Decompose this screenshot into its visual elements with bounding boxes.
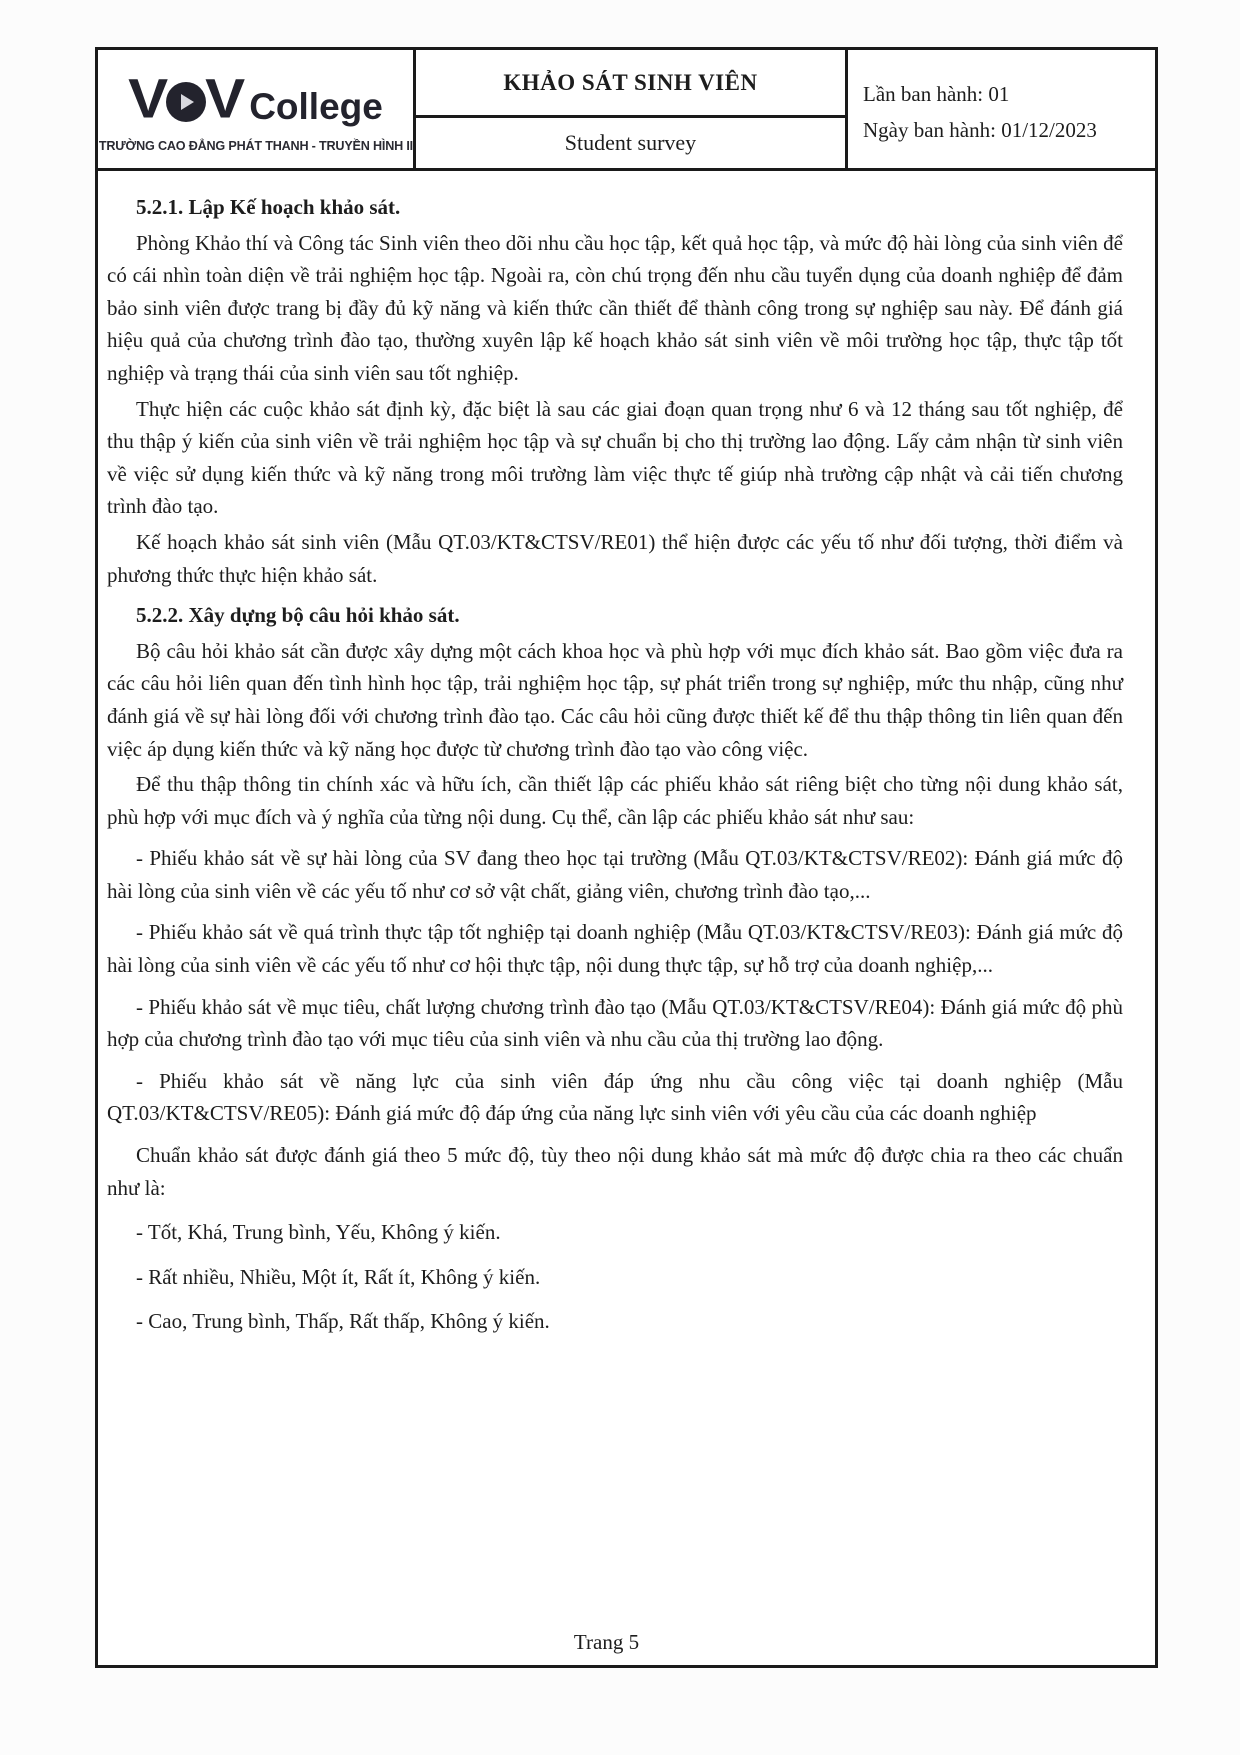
issue-date: Ngày ban hành: 01/12/2023	[863, 118, 1097, 142]
logo-college-text: College	[249, 85, 383, 127]
school-name: TRƯỜNG CAO ĐẲNG PHÁT THANH - TRUYỀN HÌNH II	[98, 138, 413, 153]
vov-logo	[128, 69, 383, 129]
scale-item: - Rất nhiều, Nhiều, Một ít, Rất ít, Không ý kiến.	[136, 1264, 541, 1289]
document-body	[98, 171, 1155, 1619]
logo	[98, 50, 416, 168]
document-header	[98, 50, 1155, 171]
paragraph: Thực hiện các cuộc khảo sát định kỳ, đặc biệt là sau các giai đoạn quan trọng như 6 và 12 tháng sau tốt nghiệp, để thu thập ý kiến của sinh viên về trải nghiệm học tập và sự chuẩn bị cho thị trường lao động. Lấy cảm nhận từ sinh viên về việc sử dụng kiến thức và kỹ năng trong môi trường làm việc thực tế giúp nhà trường cập nhật và cải tiến chương trình đào tạo.	[107, 396, 1123, 519]
play-triangle	[181, 94, 194, 110]
play-icon	[166, 82, 206, 122]
paragraph: Kế hoạch khảo sát sinh viên (Mẫu QT.03/KT&CTSV/RE01) thể hiện được các yếu tố như đối tượng, thời điểm và phương thức thực hiện khảo sát.	[107, 529, 1123, 587]
bullet-item: - Phiếu khảo sát về sự hài lòng của SV đang theo học tại trường (Mẫu QT.03/KT&CTSV/RE02): Đánh giá mức độ hài lòng của sinh viên về các yếu tố như cơ sở vật chất, giảng viên, chương trình đào tạo,...	[107, 846, 1123, 903]
section-heading: 5.2.2. Xây dựng bộ câu hỏi khảo sát.	[136, 603, 460, 628]
document-page	[95, 47, 1158, 1668]
bullet-item: - Phiếu khảo sát về mục tiêu, chất lượng chương trình đào tạo (Mẫu QT.03/KT&CTSV/RE04): Đánh giá mức độ phù hợp của chương trình đào tạo với mục tiêu của sinh viên và nhu cầu của thị trường lao động.	[107, 994, 1123, 1052]
page-number: Trang 5	[573, 1630, 640, 1654]
paragraph: Bộ câu hỏi khảo sát cần được xây dựng một cách khoa học và phù hợp với mục đích khảo sát. Bao gồm việc đưa ra các câu hỏi liên quan đến tình hình học tập, trải nghiệm học tập, sự phát triển trong sự nghiệp, mức thu nhập, cũng như đánh giá về sự hài lòng đối với chương trình đào tạo. Các câu hỏi cũng được thiết kế để thu thập thông tin liên quan đến việc áp dụng kiến thức và kỹ năng học được từ chương trình đào tạo vào công việc.	[107, 638, 1123, 761]
paragraph: Để thu thập thông tin chính xác và hữu ích, cần thiết lập các phiếu khảo sát riêng biệt cho từng nội dung khảo sát, phù hợp với mục đích và ý nghĩa của từng nội dung. Cụ thể, cần lập các phiếu khảo sát như sau:	[107, 772, 1123, 829]
document-title-vi: KHẢO SÁT SINH VIÊN	[416, 50, 845, 118]
scale-item: - Tốt, Khá, Trung bình, Yếu, Không ý kiến.	[136, 1220, 501, 1245]
paragraph: Phòng Khảo thí và Công tác Sinh viên theo dõi nhu cầu học tập, kết quả học tập, và mức độ hài lòng của sinh viên để có cái nhìn toàn diện về trải nghiệm học tập. Ngoài ra, còn chú trọng đến nhu cầu tuyển dụng của doanh nghiệp để đảm bảo sinh viên được trang bị đầy đủ kỹ năng và kiến thức cần thiết để thành công trong sự nghiệp sau này. Để đánh giá hiệu quả của chương trình đào tạo, thường xuyên lập kế hoạch khảo sát sinh viên về môi trường học tập, thực tập tốt nghiệp và trạng thái của sinh viên sau tốt nghiệp.	[107, 230, 1123, 385]
title-cell	[416, 50, 848, 168]
issue-info-cell	[848, 50, 1155, 168]
section-heading: 5.2.1. Lập Kế hoạch khảo sát.	[136, 195, 401, 219]
document-title-en: Student survey	[564, 130, 697, 155]
logo-letter-v: V	[128, 67, 164, 130]
paragraph: Chuẩn khảo sát được đánh giá theo 5 mức độ, tùy theo nội dung khảo sát mà mức độ được chia ra theo các chuẩn như là:	[107, 1143, 1123, 1200]
bullet-item: - Phiếu khảo sát về năng lực của sinh viên đáp ứng nhu cầu công việc tại doanh nghiệp (Mẫu QT.03/KT&CTSV/RE05): Đánh giá mức độ đáp ứng của năng lực sinh viên với yêu cầu của các doanh nghiệp	[107, 1068, 1123, 1126]
scale-item: - Cao, Trung bình, Thấp, Rất thấp, Không ý kiến.	[136, 1309, 550, 1334]
logo-letter-v: V	[205, 67, 241, 130]
issue-number: Lần ban hành: 01	[863, 82, 1010, 106]
bullet-item: - Phiếu khảo sát về quá trình thực tập tốt nghiệp tại doanh nghiệp (Mẫu QT.03/KT&CTSV/RE03): Đánh giá mức độ hài lòng của sinh viên về các yếu tố như cơ hội thực tập, nội dung thực tập, sự hỗ trợ của doanh nghiệp,...	[107, 920, 1123, 978]
